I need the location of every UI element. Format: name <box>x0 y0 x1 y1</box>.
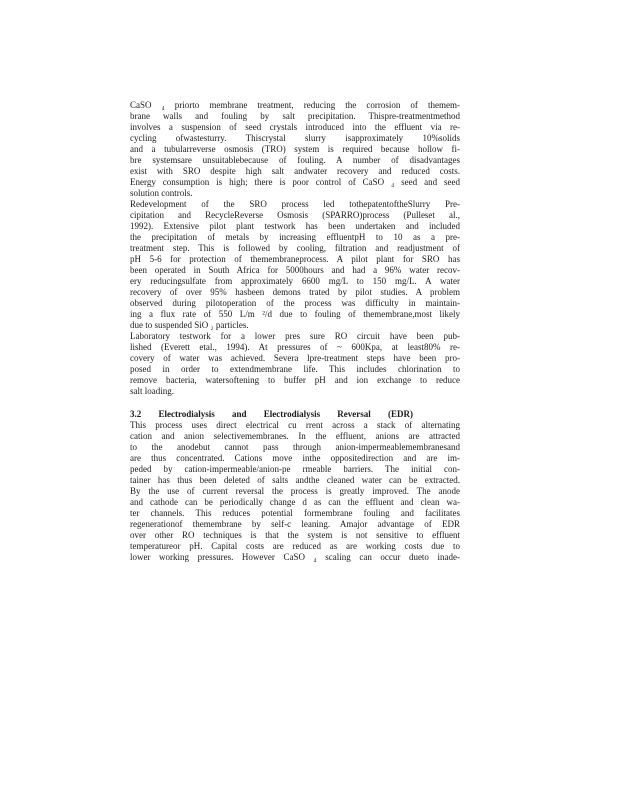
text-line: temperatureor pH. Capital costs are reduced as are working costs due to <box>130 541 460 551</box>
text-line: regenerationof themembrane by self-c leaning. Amajor advantage of EDR <box>130 519 460 529</box>
section-heading: 3.2 Electrodialysis and Electrodialysis Reversal (EDR) <box>130 409 413 419</box>
text-line: lower working pressures. However CaSO ₄ scaling can occur dueto inade- <box>130 552 460 562</box>
text-line: due to suspended SiO ₂ particles. <box>130 320 249 330</box>
text-line: and cathode can be periodically change d as can the effluent and clean wa- <box>130 497 460 507</box>
text-line: CaSO ₄ priorto membrane treatment, reducing the corrosion of themem- <box>130 100 460 110</box>
text-line: been operated in South Africa for 5000hours and had a 96% water recov- <box>130 265 460 275</box>
text-line: involves a suspension of seed crystals introduced into the effluent via re- <box>130 122 460 132</box>
text-line: to the anodebut cannot pass through anion-impermeablemembranesand <box>130 442 460 452</box>
text-line: treatment step. This is followed by cooling, filtration and readjustment of <box>130 243 460 253</box>
paragraph-sparro-process <box>130 199 460 331</box>
text-line: peded by cation-impermeable/anion-pe rmeable barriers. The initial con- <box>130 464 460 474</box>
text-line: the precipitation of metals by increasing effluentpH to 10 as a pre- <box>130 232 460 242</box>
text-line: pH 5-6 for protection of themembraneprocess. A pilot plant for SRO has <box>130 254 460 264</box>
text-line: salt loading. <box>130 386 174 396</box>
document-page <box>130 100 460 563</box>
text-line: ery reducingsulfate from approximately 6600 mg/L to 150 mg/L. A water <box>130 276 460 286</box>
text-line: covery of water was achieved. Severa lpre-treatment steps have been pro- <box>130 353 460 363</box>
text-line: cycling ofwastesturry. Thiscrystal slurry isapproximately 10%solids <box>130 133 460 143</box>
text-line: ing a flux rate of 550 L/m ²/d due to fouling of themembrane,most likely <box>130 309 460 319</box>
text-line: bre systemsare unsuitablebecause of fouling. A number of disadvantages <box>130 155 460 165</box>
text-line: over other RO techniques is that the system is not sensitive to effluent <box>130 530 460 540</box>
text-line: recovery of over 95% hasbeen demons trated by pilot studies. A problem <box>130 287 460 297</box>
text-line: lished (Everett etal., 1994). At pressures of ~ 600Kpa, at least80% re- <box>130 342 460 352</box>
text-line: This process uses direct electrical cu rrent across a stack of alternating <box>130 420 460 430</box>
text-line: By the use of current reversal the process is greatly improved. The anode <box>130 486 460 496</box>
text-line: cipitation and RecycleReverse Osmosis (SPARRO)process (Pulleset al., <box>130 210 460 220</box>
text-line: 1992). Extensive pilot plant testwork has been undertaken and included <box>130 221 460 231</box>
text-line: are thus concentrated. Cations move inthe oppositedirection and are im- <box>130 453 460 463</box>
text-line: posed in order to extendmembrane life. This includes chlorination to <box>130 364 460 374</box>
text-line: exist with SRO despite high salt andwater recovery and reduced costs. <box>130 166 460 176</box>
text-line: solution controls. <box>130 188 193 198</box>
text-line: and a tubularreverse osmosis (TRO) system is required because hollow fi- <box>130 144 460 154</box>
text-line: cation and anion selectivemembranes. In the effluent, anions are attracted <box>130 431 460 441</box>
text-line: tainer has thus been deleted of salts andthe cleaned water can be extracted. <box>130 475 460 485</box>
paragraph-low-pressure-ro <box>130 331 460 397</box>
text-line: Energy consumption is high; there is poor control of CaSO ₄ seed and seed <box>130 177 460 187</box>
text-line: observed during pilotoperation of the process was difficulty in maintain- <box>130 298 460 308</box>
text-line: Redevelopment of the SRO process led tothepatentoftheSlurry Pre- <box>130 199 460 209</box>
text-line: Laboratory testwork for a lower pres sure RO circuit have been pub- <box>130 331 460 341</box>
text-line: remove bacteria, watersoftening to buffer pH and ion exchange to reduce <box>130 375 460 385</box>
paragraph-calcium-sulfate-pretreatment <box>130 100 460 199</box>
paragraph-electrodialysis <box>130 420 460 563</box>
text-line: brane walls and fouling by salt precipitation. Thispre-treatmentmethod <box>130 111 460 121</box>
text-line: ter channels. This reduces potential formembrane fouling and facilitates <box>130 508 460 518</box>
